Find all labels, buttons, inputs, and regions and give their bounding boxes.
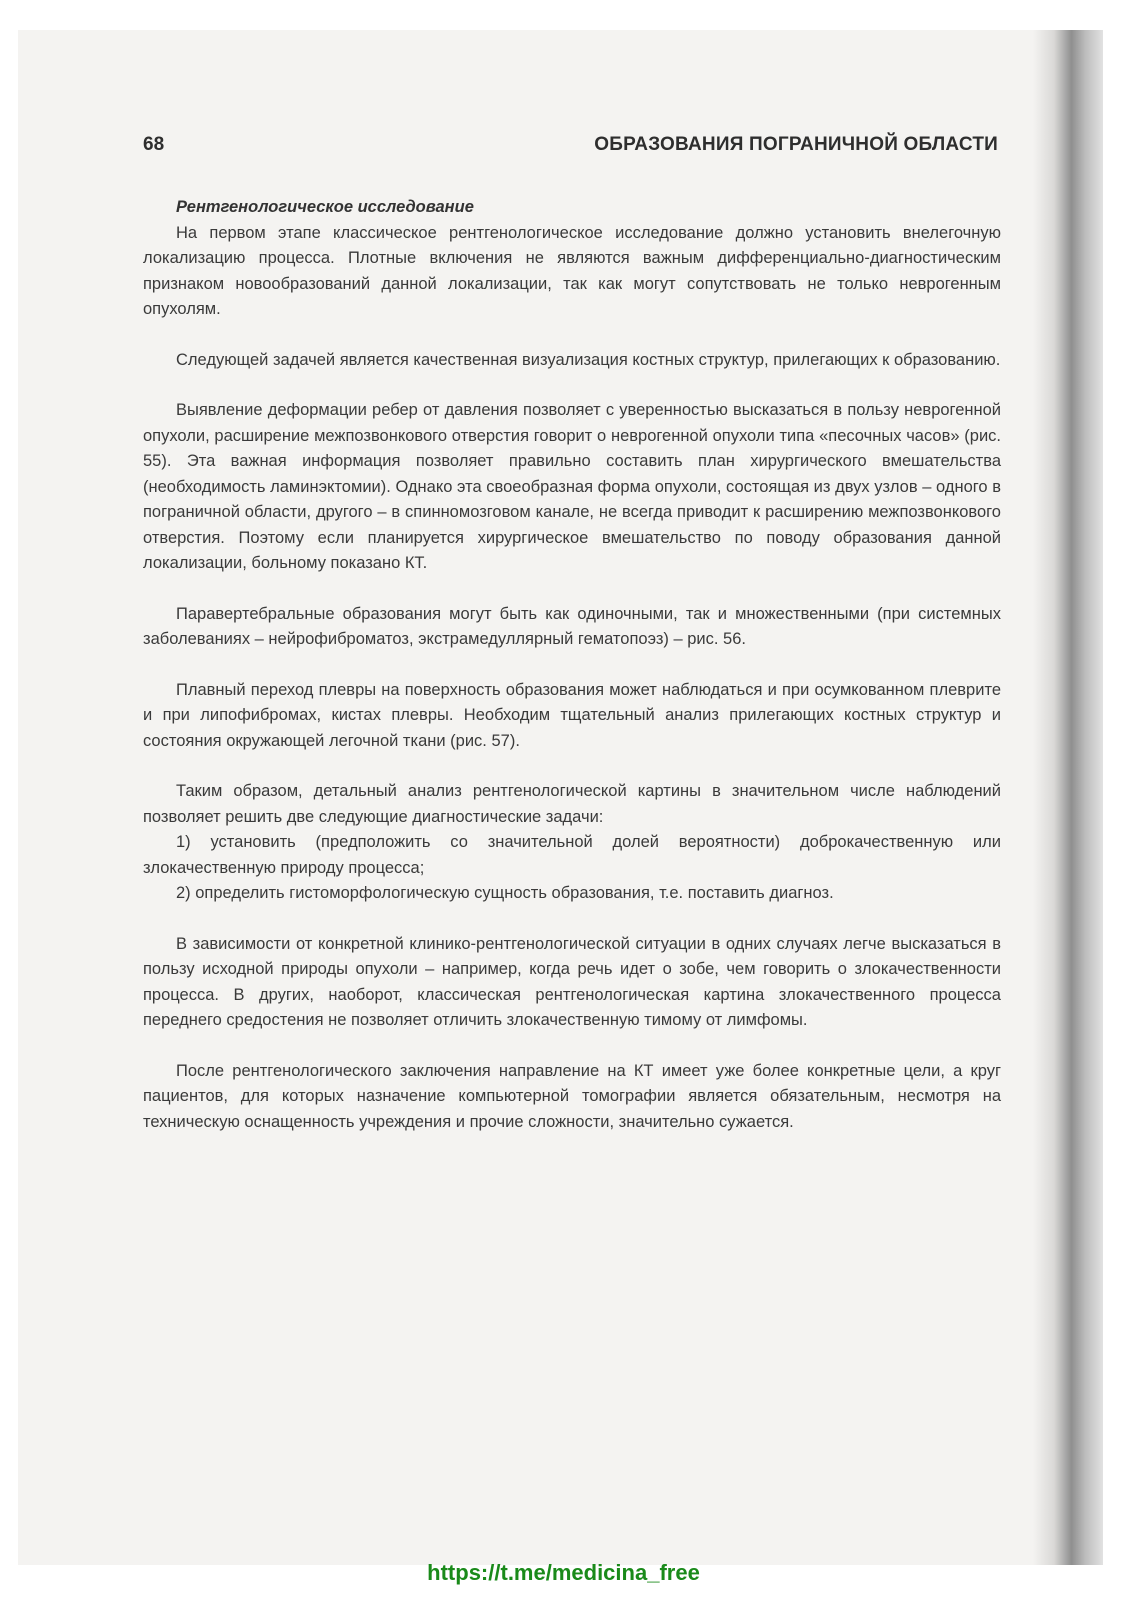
paragraph: После рентгенологического заключения направление на КТ имеет уже более конкретные цели, а круг пациентов, для которых назначение компьютерной томографии является обязательным, несмотря на техническую оснащенность учреждения и прочие сложности, значительно сужается.: [143, 1061, 1001, 1131]
scanned-page: [18, 30, 1103, 1565]
paragraph: Паравертебральные образования могут быть как одиночными, так и множественными (при системных заболеваниях – нейрофиброматоз, экстрамедуллярный гематопоэз) – рис. 56.: [143, 604, 1001, 648]
list-item: 1) установить (предположить со значительной долей вероятности) доброкачественную или злокачественную природу процесса;: [143, 833, 1001, 877]
list-item: 2) определить гистоморфологическую сущность образования, т.е. поставить диагноз.: [176, 884, 834, 902]
page-body: [143, 195, 1001, 1160]
paragraph: В зависимости от конкретной клинико-рентгенологической ситуации в одних случаях легче высказаться в пользу исходной природы опухоли – например, когда речь идет о зобе, чем говорить о злокачественности процесса. В других, наоборот, классическая рентгенологическая картина злокачественного процесса переднего средостения не позволяет отличить злокачественную тимому от лимфомы.: [143, 934, 1001, 1029]
telegram-link[interactable]: https://t.me/medicina_free: [427, 1560, 700, 1585]
running-title: ОБРАЗОВАНИЯ ПОГРАНИЧНОЙ ОБЛАСТИ: [594, 134, 998, 155]
section-heading: Рентгенологическое исследование: [176, 198, 474, 216]
page-header: [143, 134, 998, 162]
paragraph: Выявление деформации ребер от давления позволяет с уверенностью высказаться в пользу неврогенной опухоли, расширение межпозвонкового отверстия говорит о неврогенной опухоли типа «песочных часов» (рис. 55). Эта важная информация позволяет правильно составить план хирургического вмешательства (необходимость ламинэктомии). Однако эта своеобразная форма опухоли, состоящая из двух узлов – одного в пограничной области, другого – в спинномозговом канале, не всегда приводит к расширению межпозвонкового отверстия. Поэтому если планируется хирургическое вмешательство по поводу образования данной локализации, больному показано КТ.: [143, 401, 1001, 572]
paragraph: Таким образом, детальный анализ рентгенологической картины в значительном числе наблюдений позволяет решить две следующие диагностические задачи:: [143, 782, 1001, 826]
paragraph: На первом этапе классическое рентгенологическое исследование должно установить внелегочную локализацию процесса. Плотные включения не являются важным дифференциально-диагностическим признаком новообразований данной локализации, так как могут сопутствовать не только неврогенным опухолям.: [143, 223, 1001, 318]
paragraph: Плавный переход плевры на поверхность образования может наблюдаться и при осумкованном плеврите и при липофибромах, кистах плевры. Необходим тщательный анализ прилегающих костных структур и состояния окружающей легочной ткани (рис. 57).: [143, 680, 1001, 750]
paragraph: Следующей задачей является качественная визуализация костных структур, прилегающих к образованию.: [176, 350, 1001, 369]
binding-shadow: [1033, 30, 1103, 1565]
page-number: 68: [143, 134, 165, 155]
